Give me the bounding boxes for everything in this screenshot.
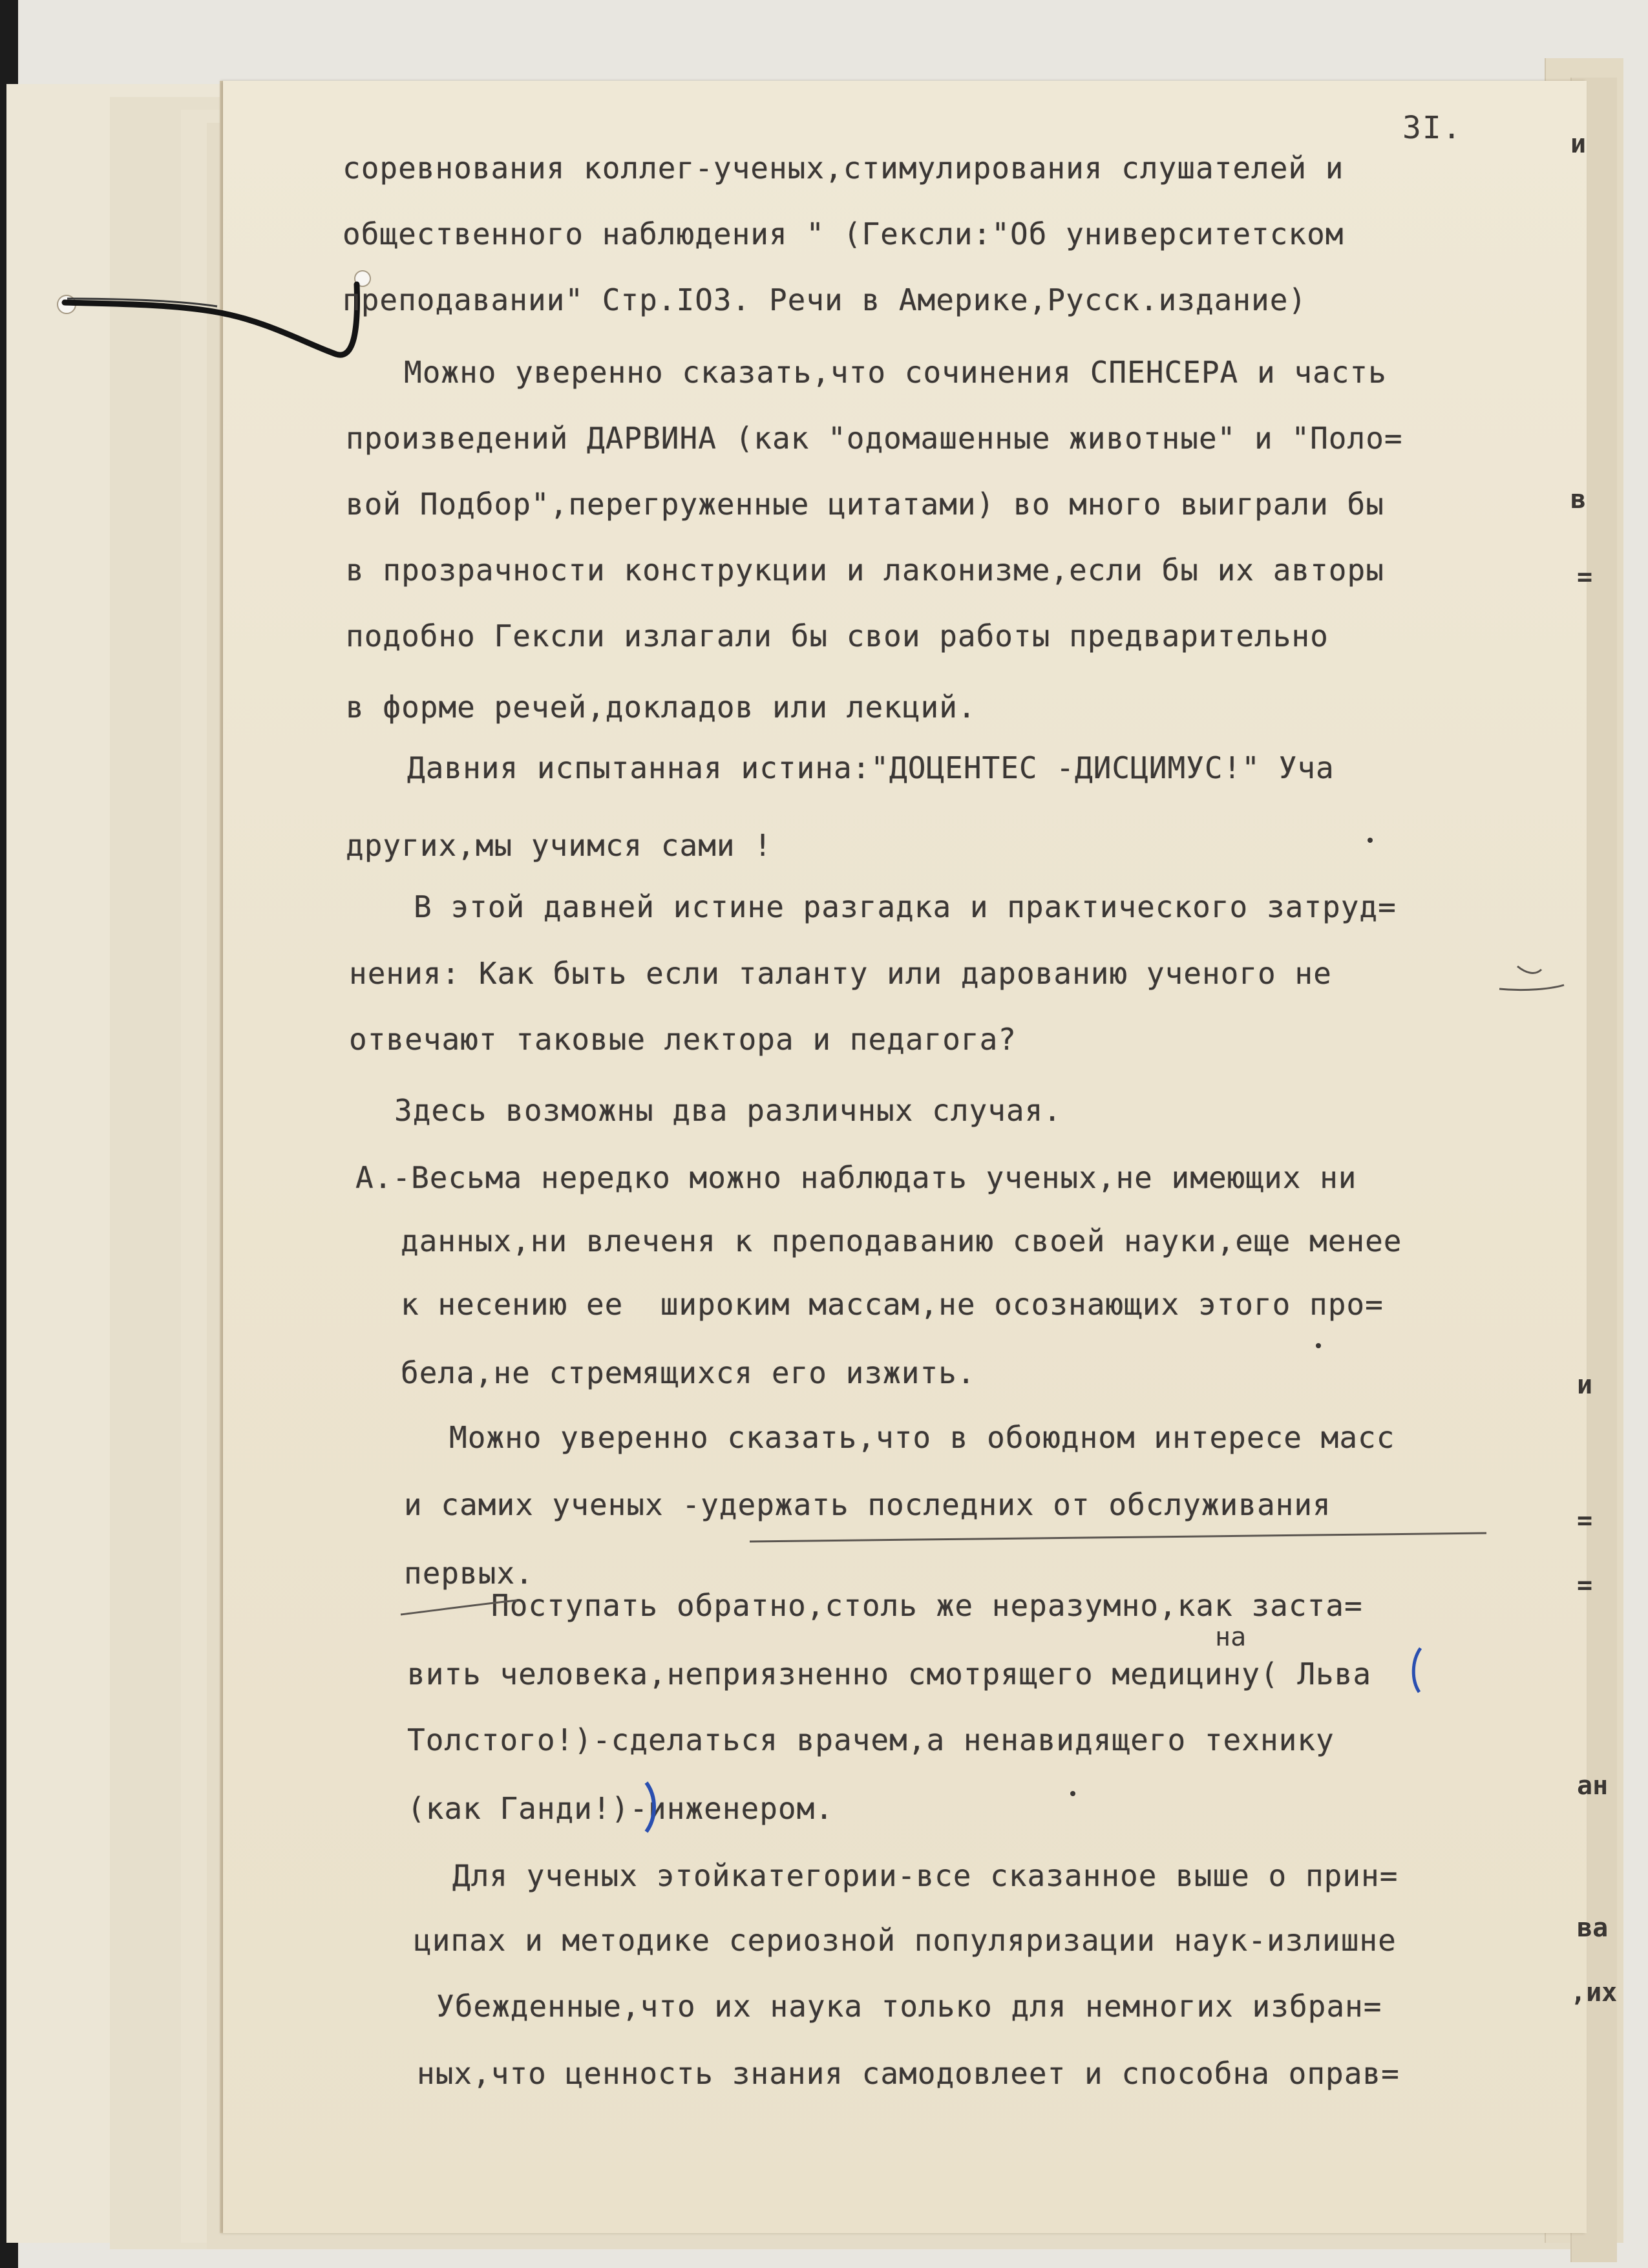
page-number: 3I. [1402, 110, 1463, 146]
right-margin-mark: и [1570, 129, 1587, 159]
text-line: Толстого!)-сделаться врачем,а ненавидящего технику [407, 1722, 1335, 1757]
text-line: общественного наблюдения " (Гексли:"Об университетском [343, 217, 1344, 251]
handwritten-insertion: на [1215, 1622, 1247, 1652]
text-line: Можно уверенно сказать,что сочинения СПЕНСЕРА и часть [404, 355, 1387, 390]
text-line: нения: Как быть если таланту или дарованию ученого не [349, 956, 1332, 991]
text-line: к несению ее широким массам,не осознающих этого про= [401, 1287, 1384, 1322]
right-margin-mark: и [1577, 1370, 1593, 1400]
text-line: отвечают таковые лектора и педагога? [349, 1022, 1017, 1057]
text-line: в форме речей,докладов или лекций. [346, 690, 977, 725]
text-line: Давния испытанная истина:"ДОЦЕНТЕС -ДИСЦИМУС!" Уча [407, 750, 1335, 785]
text-line: (как Ганди!)-инженером. [407, 1791, 834, 1826]
right-margin-mark: в [1570, 485, 1587, 514]
text-line: соревнования коллег-ученых,стимулирования слушателей и [343, 151, 1344, 185]
text-line: ципах и методике сериозной популяризации наук-излишне [414, 1923, 1397, 1958]
text-line: Можно уверенно сказать,что в обоюдном интересе масс [449, 1420, 1395, 1455]
text-line: в прозрачности конструкции и лаконизме,если бы их авторы [346, 553, 1384, 588]
text-line: произведений ДАРВИНА (как "одомашенные животные" и "Поло= [346, 421, 1403, 456]
text-line: В этой давней истине разгадка и практического затруд= [414, 889, 1397, 924]
text-line: вой Подбор",перегруженные цитатами) во много выиграли бы [346, 487, 1384, 522]
text-line: данных,ни влеченя к преподаванию своей науки,еще менее [401, 1224, 1402, 1258]
text-line: преподавании" Стр.IO3. Речи в Америке,Русск.издание) [343, 282, 1307, 317]
text-line: первых. [404, 1556, 534, 1591]
text-line: А.-Весьма нередко можно наблюдать ученых,не имеющих ни [355, 1160, 1357, 1195]
text-line: и самих ученых -удержать последних от обслуживания [404, 1487, 1331, 1522]
text-line: Для ученых этойкатегории-все сказанное выше о прин= [452, 1858, 1399, 1893]
text-line: Поступать обратно,столь же неразумно,как заста= [491, 1588, 1363, 1623]
text-line: Убежденные,что их наука только для немногих избран= [436, 1989, 1382, 2024]
text-line: ных,что ценность знания самодовлеет и способна оправ= [417, 2056, 1400, 2091]
text-line: бела,не стремящихся его изжить. [401, 1355, 976, 1390]
right-margin-mark: ва [1577, 1913, 1609, 1943]
text-line: других,мы учимся сами ! [346, 828, 772, 863]
text-line: вить человека,неприязненно смотрящего медицину( Льва [407, 1657, 1372, 1691]
text-line: подобно Гексли излагали бы свои работы предварительно [346, 619, 1329, 653]
right-margin-mark: = [1577, 562, 1593, 592]
right-margin-mark: ан [1577, 1771, 1609, 1801]
text-line: Здесь возможны два различных случая. [394, 1093, 1062, 1128]
right-margin-mark: = [1577, 1506, 1593, 1536]
right-margin-mark: = [1577, 1571, 1593, 1600]
right-margin-mark: ,их [1570, 1978, 1618, 2008]
